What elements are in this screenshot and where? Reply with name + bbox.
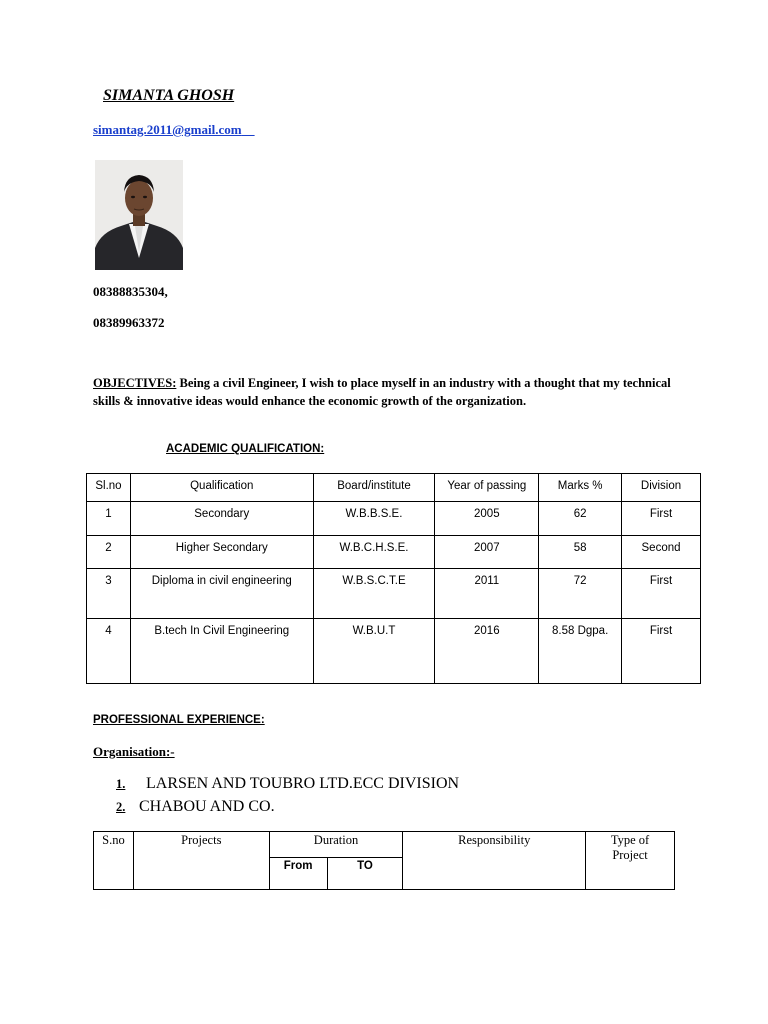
organisation-name: LARSEN AND TOUBRO LTD.ECC DIVISION [146,775,460,792]
organisation-number: 2. [116,800,126,814]
cell-slno: 2 [87,536,131,569]
header-projects: Projects [133,832,269,890]
objectives-paragraph [93,374,693,410]
cell-year: 2011 [435,569,539,619]
cell-year: 2016 [435,619,539,684]
table-row [87,569,701,619]
header-from: From [269,858,327,890]
header-duration: Duration [269,832,403,858]
organisation-label: Organisation:- [93,744,175,759]
cell-board: W.B.S.C.T.E [313,569,435,619]
cell-division: First [622,502,701,536]
projects-table [93,831,675,890]
cell-marks: 58 [539,536,622,569]
portrait-image [95,160,183,270]
cell-board: W.B.B.S.E. [313,502,435,536]
organisation-item [116,775,459,793]
email-text[interactable]: simantag.2011@gmail.com [93,122,242,137]
table-row [87,619,701,684]
header-slno: Sl.no [87,474,131,502]
header-qualification: Qualification [130,474,313,502]
table-header-row [87,474,701,502]
cell-board: W.B.C.H.S.E. [313,536,435,569]
email-link[interactable] [93,122,255,138]
cell-qualification: Diploma in civil engineering [130,569,313,619]
cell-division: First [622,619,701,684]
cell-year: 2005 [435,502,539,536]
cell-marks: 62 [539,502,622,536]
objectives-text: Being a civil Engineer, I wish to place myself in an industry with a thought that my technical skills & innovative ideas would enhance the economic growth of the organization. [93,376,671,408]
header-division: Division [622,474,701,502]
table-header-row [94,832,675,858]
candidate-name: SIMANTA GHOSH [103,87,235,104]
cell-board: W.B.U.T [313,619,435,684]
academic-table [86,473,701,684]
cell-division: First [622,569,701,619]
cell-slno: 1 [87,502,131,536]
header-to: TO [327,858,403,890]
header-sno: S.no [94,832,134,890]
academic-heading: ACADEMIC QUALIFICATION: [166,443,325,455]
cell-division: Second [622,536,701,569]
table-row [87,536,701,569]
cell-slno: 3 [87,569,131,619]
cell-year: 2007 [435,536,539,569]
header-marks: Marks % [539,474,622,502]
organisation-name: CHABOU AND CO. [139,798,275,815]
cell-marks: 72 [539,569,622,619]
header-type-of-project: Type of Project [586,832,675,890]
cell-marks: 8.58 Dgpa. [539,619,622,684]
header-year: Year of passing [435,474,539,502]
organisation-item [116,798,275,816]
header-board: Board/institute [313,474,435,502]
professional-experience-heading: PROFESSIONAL EXPERIENCE: [93,714,265,726]
cell-qualification: Secondary [130,502,313,536]
cell-qualification: B.tech In Civil Engineering [130,619,313,684]
table-row [87,502,701,536]
cell-slno: 4 [87,619,131,684]
phone-number-2: 08389963372 [93,315,165,330]
objectives-label: OBJECTIVES: [93,376,177,390]
profile-photo [95,160,183,270]
organisation-number: 1. [116,777,126,791]
cell-qualification: Higher Secondary [130,536,313,569]
phone-number-1: 08388835304, [93,284,168,299]
header-responsibility: Responsibility [403,832,586,890]
